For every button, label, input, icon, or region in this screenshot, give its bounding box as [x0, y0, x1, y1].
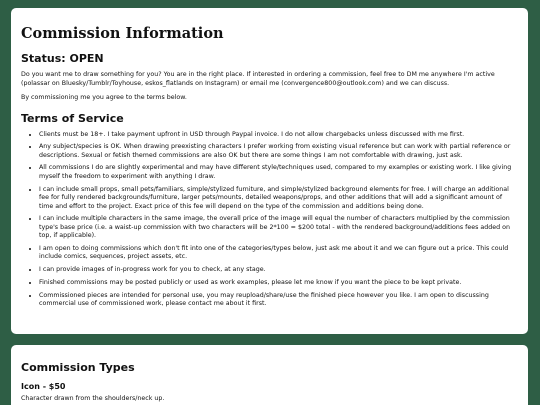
types-heading: Commission Types [21, 361, 135, 374]
status-heading: Status: OPEN [21, 52, 104, 65]
terms-heading: Terms of Service [21, 111, 124, 125]
commission-info-card [11, 8, 528, 334]
icon-type-title: Icon - $50 [21, 382, 66, 391]
terms-item: • Commissioned pieces are intended for personal use, you may reupload/share/use the finished piece however you like. I am open to discussing commercial use of commissioned work, please contact me about it first. [39, 292, 518, 309]
terms-item: • Finished commissions may be posted publicly or used as work examples, please let me know if you want the piece to be kept private. [39, 279, 518, 288]
terms-item: • I can provide images of in-progress work for you to check, at any stage. [39, 266, 518, 275]
intro-paragraph: Do you want me to draw something for you? You are in the right place. If interested in ordering a commission, feel free to DM me anywhere I'm active (polassar on Bluesky/Tumblr/Toyhouse, eskos_flatlands on Instagram) or email me (convergence800@outlook.com) and we can discuss. [21, 71, 495, 87]
commission-types-card [11, 345, 528, 405]
icon-type-description: Character drawn from the shoulders/neck up. [21, 395, 165, 402]
agreement-paragraph: By commissioning me you agree to the terms below. [21, 94, 187, 101]
terms-list [21, 131, 518, 309]
terms-item: • Clients must be 18+. I take payment upfront in USD through Paypal invoice. I do not allow chargebacks unless discussed with me first. [39, 131, 518, 140]
terms-item: • All commissions I do are slightly experimental and may have different style/techniques used, compared to my examples or existing work. I like giving myself the freedom to experiment with anything I draw. [39, 164, 518, 181]
terms-item: • Any subject/species is OK. When drawing preexisting characters I prefer working from existing visual reference but can work with partial reference or descriptions. Sexual or fetish themed commissions are also OK but there are some things I am not comfortable with drawing, just ask. [39, 143, 518, 160]
page-title: Commission Information [21, 25, 224, 42]
terms-item: • I can include small props, small pets/familiars, simple/stylized furniture, and simple/stylized background elements for free. I will charge an additional fee for fully rendered backgrounds/furniture, larger pets/mounts, detailed weapons/props, and other additions that will add a significant amount of time and effort to the project. Exact price of this fee will depend on the type of the commission and additions being done. [39, 186, 518, 212]
terms-item: • I am open to doing commissions which don't fit into one of the categories/types below, just ask me about it and we can figure out a price. This could include comics, sequences, project assets, etc. [39, 245, 518, 262]
terms-item: • I can include multiple characters in the same image, the overall price of the image will equal the number of characters multiplied by the commission type's base price (i.e. a waist-up commission with two characters will be 2*100 = $200 total - with the rendered background/additions fees added on top, if applicable). [39, 215, 518, 241]
